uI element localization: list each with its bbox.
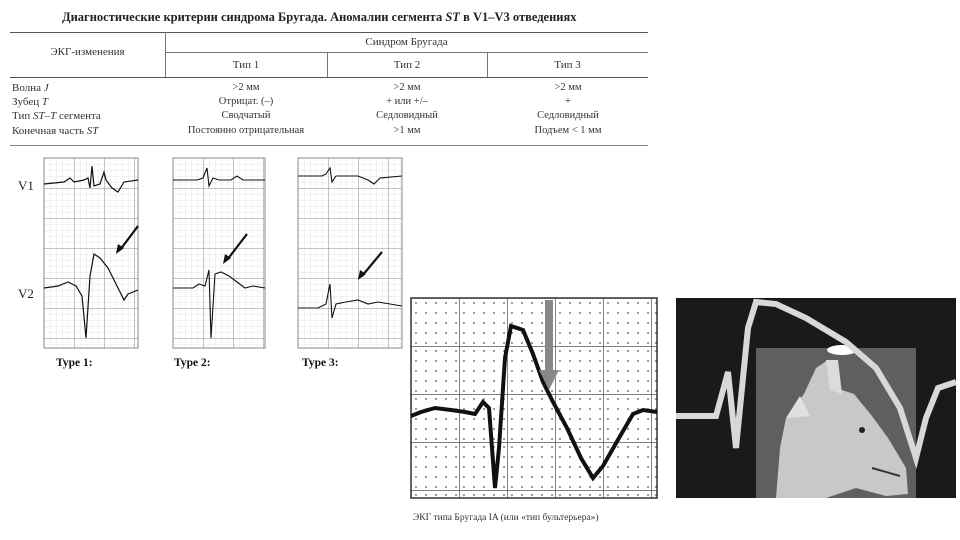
title-prefix: Диагностические критерии синдрома Бругада. Аномалии сегмента (62, 10, 446, 24)
zoomed-ecg-caption: ЭКГ типа Бругада IA (или «тип бультерьера») (413, 513, 599, 523)
ecg-panel-type2 (173, 158, 265, 348)
ecg-changes-header: ЭКГ-изменения (50, 46, 125, 58)
type2-header: Тип 2 (393, 59, 421, 71)
header-bottom-rule (10, 77, 648, 78)
row-label-st-t-type: Тип ST–T сегмента (12, 110, 101, 122)
cell-r3-type1: Сводчатый (221, 110, 271, 121)
cell-r4-type1: Постоянно отрицательная (187, 125, 305, 136)
lead-label-v1: V1 (18, 178, 34, 193)
row-label-j-wave: Волна J (12, 82, 49, 94)
cell-r1-type1: >2 мм (232, 82, 260, 93)
page-title (62, 10, 577, 25)
cell-r2-type3: + (565, 96, 571, 107)
lead-label-v2: V2 (18, 286, 34, 301)
ecg-panel-type1 (44, 158, 138, 348)
table-bottom-rule (10, 145, 648, 146)
row-label-t-wave: Зубец T (12, 96, 48, 108)
pointer-arrow (545, 300, 553, 374)
title-italic: ST (445, 10, 460, 24)
cell-r1-type2: >2 мм (393, 82, 421, 93)
cell-r2-type1: Отрицат. (–) (218, 96, 274, 107)
cell-r4-type2: >1 мм (393, 125, 421, 136)
type1-header: Тип 1 (232, 59, 260, 71)
cell-r3-type2: Седловидный (376, 110, 438, 121)
cell-r1-type3: >2 мм (554, 82, 582, 93)
type3-label: Type 3: (302, 357, 339, 369)
cell-r2-type2: + или +/– (386, 96, 428, 107)
type3-header: Тип 3 (554, 59, 581, 71)
row-label-st-terminal: Конечная часть ST (12, 125, 99, 137)
title-suffix: в V1–V3 отведениях (459, 10, 577, 24)
bull-terrier-image (676, 298, 956, 498)
dog-eye (859, 427, 865, 433)
cell-r3-type3: Седловидный (537, 110, 599, 121)
table-top-rule (10, 32, 648, 33)
ecg-panel-type3 (298, 158, 402, 348)
type1-label: Type 1: (56, 357, 93, 369)
cell-r4-type3: Подъем < 1 мм (534, 125, 602, 136)
group-header-rule (165, 52, 648, 53)
type2-label: Type 2: (174, 357, 211, 369)
brugada-group-header: Синдром Бругада (365, 36, 448, 48)
zoomed-ecg-panel (411, 298, 657, 498)
